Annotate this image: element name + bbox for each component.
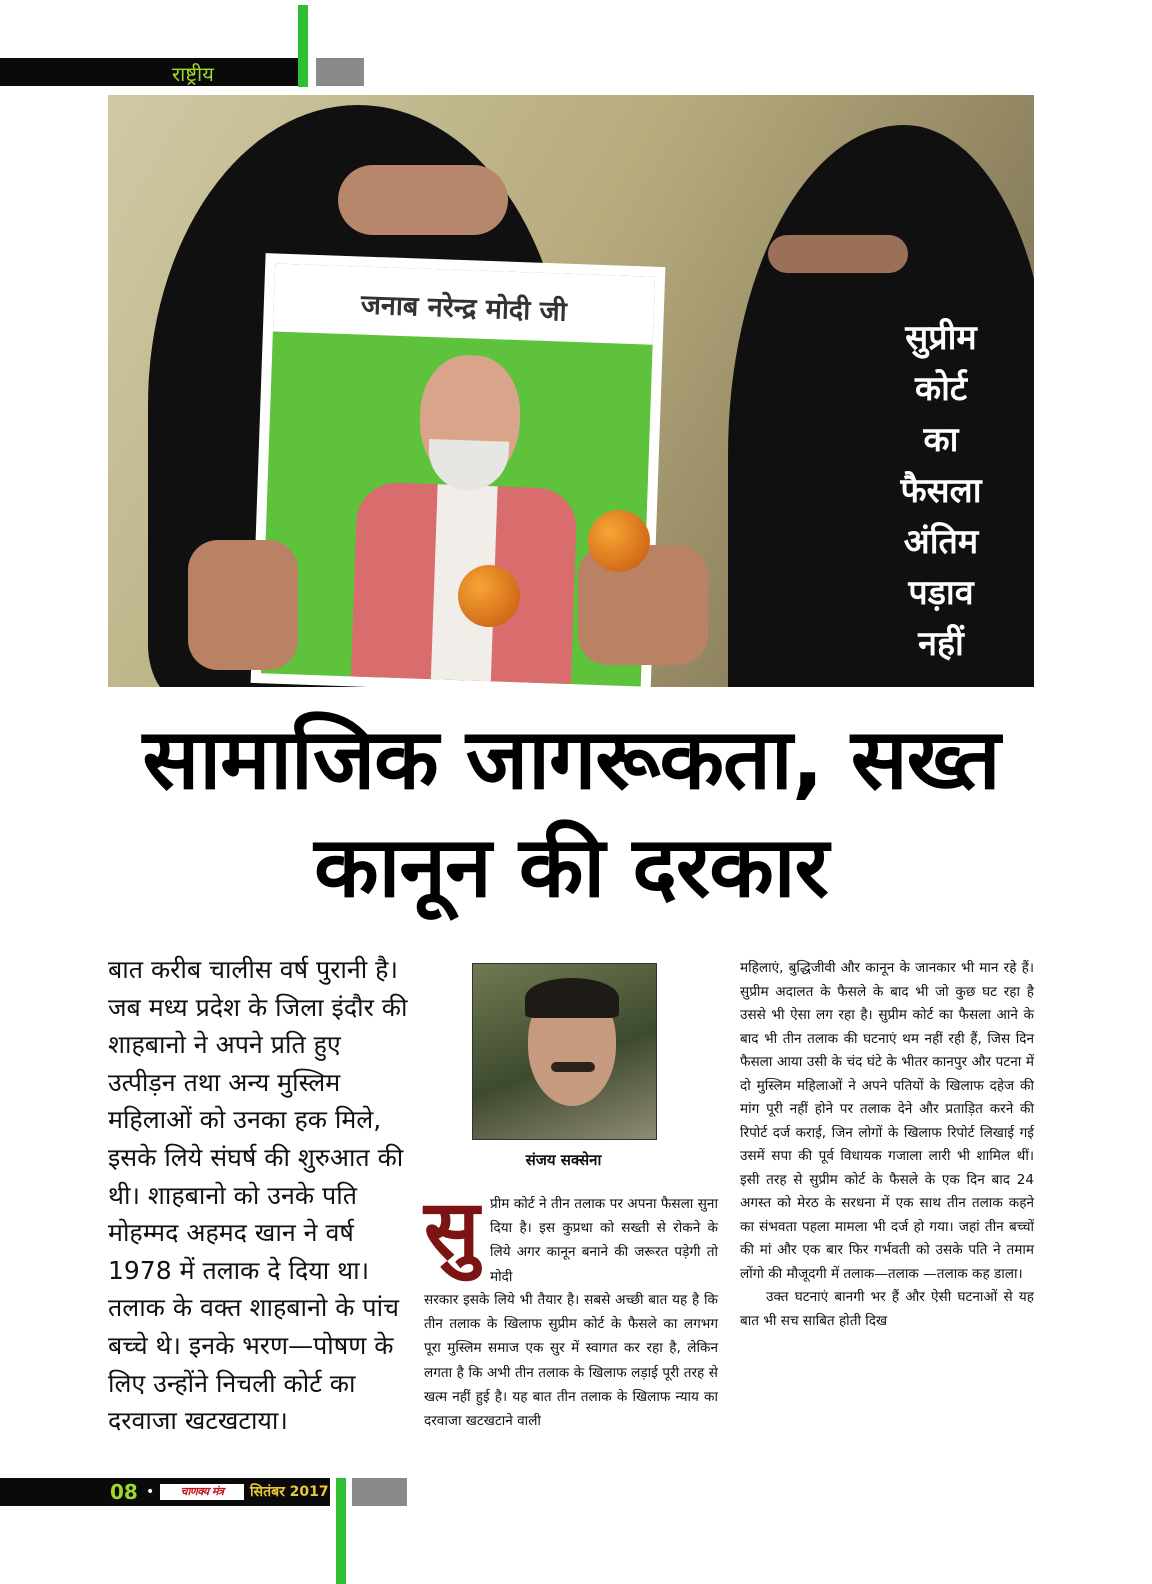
placard-title: जनाब नरेन्द्र मोदी जी (360, 289, 568, 328)
caption-line: अंतिम (903, 522, 979, 562)
author-name: संजय सक्सेना (525, 1151, 602, 1169)
author-moustache (551, 1062, 595, 1072)
author-hair (525, 978, 619, 1018)
section-label: राष्ट्रीय (172, 62, 214, 86)
caption-line: कोर्ट (914, 369, 968, 409)
caption-line: का (923, 420, 959, 460)
caption-line: फैसला (900, 471, 982, 511)
drop-cap: सु (424, 1183, 480, 1278)
article-paragraph: महिलाएं, बुद्धिजीवी और कानून के जानकार भी मान रहे हैं। सुप्रीम अदालत के फैसले के बाद भी जो कुछ घट रहा है उससे भी ऐसा लग रहा है। सुप्रीम कोर्ट का फैसला आने के बाद भी तीन तलाक की घटनाएं थम नहीं रही हैं, जिस दिन फैसला आया उसी के चंद घंटे के भीतर कानपुर और पटना में दो मुस्लिम महिलाओं ने अपने पतियों के खिलाफ दहेज की मांग पूरी नहीं होने पर तलाक देने और प्रताड़ित करने की रिपोर्ट दर्ज कराई, जिन लोगों के खिलाफ रिपोर्ट लिखाई गई उसमें सपा की पूर्व विधायक गजाला लारी भी शामिल थीं। इसी तरह से सुप्रीम कोर्ट के फैसले के एक दिन बाद 24 अगस्त को मेरठ के सरधना में एक साथ तीन तलाक कहने का संभवता पहला मामला भी दर्ज हो गया। जहां तीन बच्चों की मां और एक बार फिर गर्भवती को उसके पति ने तमाम लोंगो की मौजूदगी में तलाक—तलाक —तलाक कह डाला। (740, 960, 1034, 1282)
photo-caption (876, 313, 1006, 670)
footer-bullet: • (146, 1484, 155, 1500)
page-number: 08 (110, 1480, 138, 1504)
issue-date: सितंबर 2017 (250, 1484, 329, 1500)
sweet-right (588, 510, 650, 572)
lead-photo (108, 95, 1034, 687)
caption-line: नहीं (918, 624, 964, 664)
header-bar (0, 58, 298, 86)
footer-accent-line (336, 1478, 346, 1584)
intro-text: बात करीब चालीस वर्ष पुरानी है। जब मध्य प्रदेश के जिला इंदौर की शाहबानो ने अपने प्रति हुए उत्पीड़न तथा अन्य मुस्लिम महिलाओं को उनका हक मिले, इसके लिये संघर्ष की शुरुआत की थी। शाहबानो को उनके पति मोहम्मद अहमद खान ने वर्ष 1978 में तलाक दे दिया था। तलाक के वक्त शाहबानो के पांच बच्चे थे। इनके भरण—पोषण के लिए उन्होंने निचली कोर्ट का दरवाजा खटखटाया। (108, 955, 408, 1436)
headline-line-1: सामाजिक जागरूकता, सख्त (142, 710, 1000, 808)
author-photo (472, 963, 657, 1140)
header-grey-block (316, 58, 364, 86)
caption-line: पड़ाव (908, 573, 974, 613)
article-col2-body: सरकार इसके लिये भी तैयार है। सबसे अच्छी बात यह है कि तीन तलाक के खिलाफ सुप्रीम कोर्ट के फैसले का लगभग पूरा मुस्लिम समाज एक सुर में स्वागत कर रहा है, लेकिन लगता है कि अभी तीन तलाक के खिलाफ लड़ाई पूरी तरह से खत्म नहीं हुई है। यह बात तीन तलाक के खिलाफ न्याय का दरवाजा खटखटाने वाली (424, 1292, 718, 1430)
sweet-left (458, 565, 520, 627)
caption-line: सुप्रीम (905, 318, 977, 358)
article-paragraph: उक्त घटनाएं बानगी भर हैं और ऐसी घटनाओं से यह बात भी सच साबित होती दिख (740, 1289, 1034, 1329)
article-col2-lead: प्रीम कोर्ट ने तीन तलाक पर अपना फैसला सुना दिया है। इस कुप्रथा को सख्ती से रोकने के लिये अगर कानून बनाने की जरूरत पड़ेगी तो मोदी (490, 1196, 718, 1285)
article-col3 (740, 957, 1034, 1333)
hand-left (188, 540, 298, 670)
headline-line-2: कानून की दरकार (314, 818, 828, 916)
magazine-logo: चाणक्य मंत्र (160, 1484, 244, 1500)
eyes-right (768, 235, 908, 273)
header-accent-line (298, 5, 308, 87)
headline (108, 705, 1034, 921)
eyes-left (338, 165, 508, 235)
footer-grey-block (352, 1478, 407, 1506)
